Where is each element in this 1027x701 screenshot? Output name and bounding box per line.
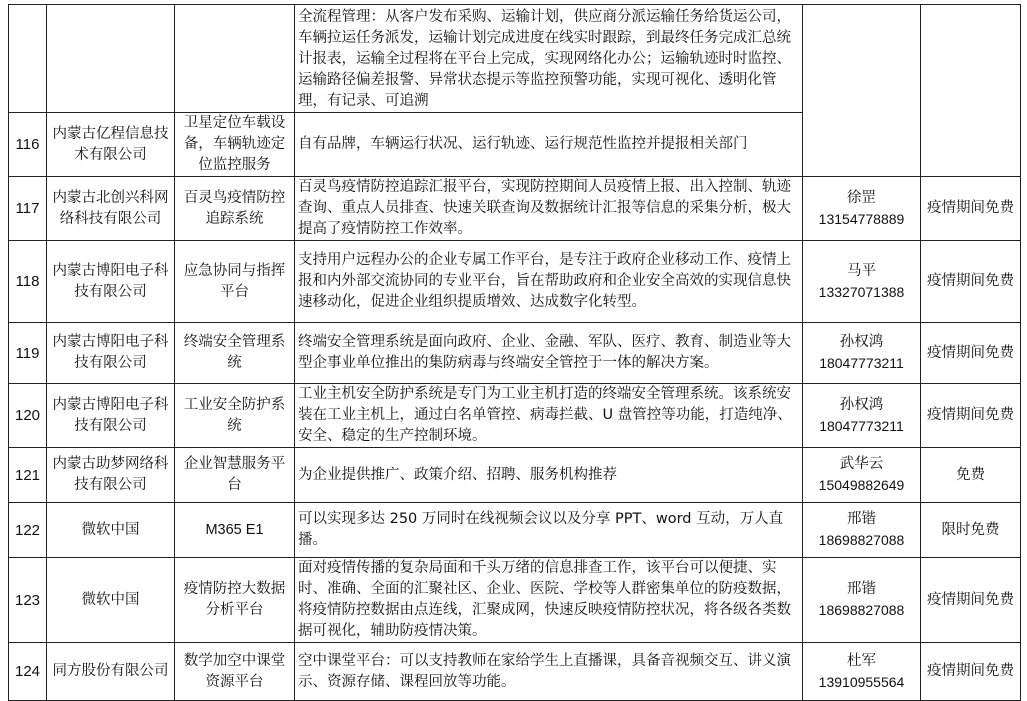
contact-phone: 18047773211 (819, 355, 904, 371)
table-row (9, 241, 1021, 323)
row-number: 119 (9, 323, 47, 384)
product-description (295, 177, 803, 241)
company-name: 内蒙古北创兴科网络科技有限公司 (47, 177, 175, 241)
row-number: 121 (9, 448, 47, 503)
row-number (9, 5, 47, 113)
contact-phone: 15049882649 (818, 477, 905, 493)
product-description (295, 643, 803, 701)
contact-phone: 18698827088 (818, 532, 905, 548)
price-terms: 疫情期间免费 (921, 384, 1021, 448)
table-row (9, 558, 1021, 643)
product-name (175, 5, 295, 113)
table-row (9, 177, 1021, 241)
row-number: 117 (9, 177, 47, 241)
row-number: 120 (9, 384, 47, 448)
description-text: 工业主机安全防护系统是专门为工业主机打造的终端安全管理系统。该系统安装在工业主机上，通过白名单管控、病毒拦截、U 盘管控等功能，打造纯净、安全、稳定的生产控制环境。 (298, 386, 792, 444)
description-text: 为企业提供推广、政策介绍、招聘、服务机构推荐 (298, 466, 617, 483)
product-description (295, 5, 803, 113)
company-name: 内蒙古博阳电子科技有限公司 (47, 323, 175, 384)
table-row (9, 5, 1021, 113)
contact-phone: 13154778889 (818, 210, 905, 227)
product-name: 疫情防控大数据分析平台 (175, 558, 295, 643)
table-row (9, 503, 1021, 558)
description-text: 空中课堂平台：可以支持教师在家给学生上直播课，具备音视频交互、讲义演示、资源存储、课程回放等功能。 (298, 652, 791, 690)
description-text: 自有品牌，车辆运行状况、运行轨迹、运行规范性监控并提报相关部门 (298, 136, 748, 152)
product-name: 工业安全防护系统 (175, 384, 295, 448)
contact-name: 邢锴 (847, 581, 876, 597)
product-description (295, 323, 803, 384)
description-text: 百灵鸟疫情防控追踪汇报平台，实现防控期间人员疫情上报、出入控制、轨迹查询、重点人员排查、快速关联查询及数据统计汇报等信息的采集分析，极大提高了疫情防控工作效率。 (298, 179, 791, 237)
price-terms: 免费 (921, 448, 1021, 503)
product-description (295, 241, 803, 323)
price-terms: 限时免费 (921, 503, 1021, 558)
product-name: 卫星定位车载设备，车辆轨迹定位监控服务 (175, 113, 295, 177)
contact-phone: 18047773211 (819, 417, 904, 434)
product-name: M365 E1 (175, 503, 295, 558)
company-name (47, 5, 175, 113)
contact-name: 邢锴 (847, 511, 876, 527)
contact-cell (803, 5, 921, 177)
description-text: 面对疫情传播的复杂局面和千头万绪的信息排查工作，该平台可以便捷、实时、准确、全面的汇聚社区、企业、医院、学校等人群密集单位的防疫数据，将疫情防控数据由点连线，汇聚成网，快速反映疫情防控状况，将各级各类数据可视化，辅助防疫情决策。 (298, 560, 791, 639)
company-name: 同方股份有限公司 (47, 643, 175, 701)
contact-name: 孙权鸿 (839, 396, 884, 413)
product-description (295, 448, 803, 503)
contact-name: 徐罡 (847, 189, 876, 206)
price-terms: 疫情期间免费 (921, 643, 1021, 701)
description-text: 支持用户远程办公的企业专属工作平台，是专注于政府企业移动工作、疫情上报和内外部交流协同的专业平台，旨在帮助政府和企业安全高效的实现信息快速移动化，促进企业组织提质增效、达成数字化转型。 (298, 252, 791, 310)
contact-name: 马平 (847, 262, 876, 279)
company-name: 内蒙古助梦网络科技有限公司 (47, 448, 175, 503)
description-text: 可以实现多达 250 万同时在线视频会议以及分享 PPT、word 互动，万人直播。 (298, 511, 784, 548)
price-terms: 疫情期间免费 (921, 177, 1021, 241)
contact-cell (803, 177, 921, 241)
product-description (295, 113, 803, 177)
contact-name: 武华云 (839, 456, 884, 472)
product-name: 应急协同与指挥平台 (175, 241, 295, 323)
product-name: 企业智慧服务平台 (175, 448, 295, 503)
description-text: 全流程管理：从客户发布采购、运输计划，供应商分派运输任务给货运公司，车辆拉运任务派发，运输计划完成进度在线实时跟踪，到最终任务完成汇总统计报表，运输全过程将在平台上完成，实现网络化办公；运输轨迹时时监控、运输路径偏差报警、异常状态提示等监控预警功能，实现可视化、透明化管理，有记录、可追溯 (298, 9, 791, 109)
table-row (9, 323, 1021, 384)
contact-cell (803, 643, 921, 701)
contact-cell (803, 503, 921, 558)
contact-cell (803, 448, 921, 503)
company-name: 内蒙古亿程信息技术有限公司 (47, 113, 175, 177)
contact-cell (803, 241, 921, 323)
company-name: 微软中国 (47, 503, 175, 558)
row-number: 123 (9, 558, 47, 643)
company-name: 内蒙古博阳电子科技有限公司 (47, 241, 175, 323)
price-terms: 疫情期间免费 (921, 323, 1021, 384)
contact-cell (803, 384, 921, 448)
contact-cell (803, 323, 921, 384)
contact-cell (803, 558, 921, 643)
row-number: 124 (9, 643, 47, 701)
price-terms: 疫情期间免费 (921, 241, 1021, 323)
table-row (9, 384, 1021, 448)
price-terms (921, 5, 1021, 177)
products-table (8, 4, 1021, 701)
price-terms: 疫情期间免费 (921, 558, 1021, 643)
contact-phone: 13327071388 (818, 283, 905, 300)
contact-phone: 18698827088 (818, 602, 905, 618)
product-description (295, 384, 803, 448)
product-name: 数学加空中课堂资源平台 (175, 643, 295, 701)
row-number: 118 (9, 241, 47, 323)
row-number: 116 (9, 113, 47, 177)
contact-name: 孙权鸿 (839, 334, 884, 350)
contact-phone: 13910955564 (818, 673, 905, 690)
product-name: 百灵鸟疫情防控追踪系统 (175, 177, 295, 241)
company-name: 内蒙古博阳电子科技有限公司 (47, 384, 175, 448)
description-text: 终端安全管理系统是面向政府、企业、金融、军队、医疗、教育、制造业等大型企事业单位推出的集防病毒与终端安全管控于一体的解决方案。 (298, 334, 791, 371)
product-description (295, 503, 803, 558)
table-row (9, 448, 1021, 503)
row-number: 122 (9, 503, 47, 558)
company-name: 微软中国 (47, 558, 175, 643)
contact-name: 杜军 (847, 652, 876, 669)
product-description (295, 558, 803, 643)
table-row (9, 643, 1021, 701)
product-name: 终端安全管理系统 (175, 323, 295, 384)
